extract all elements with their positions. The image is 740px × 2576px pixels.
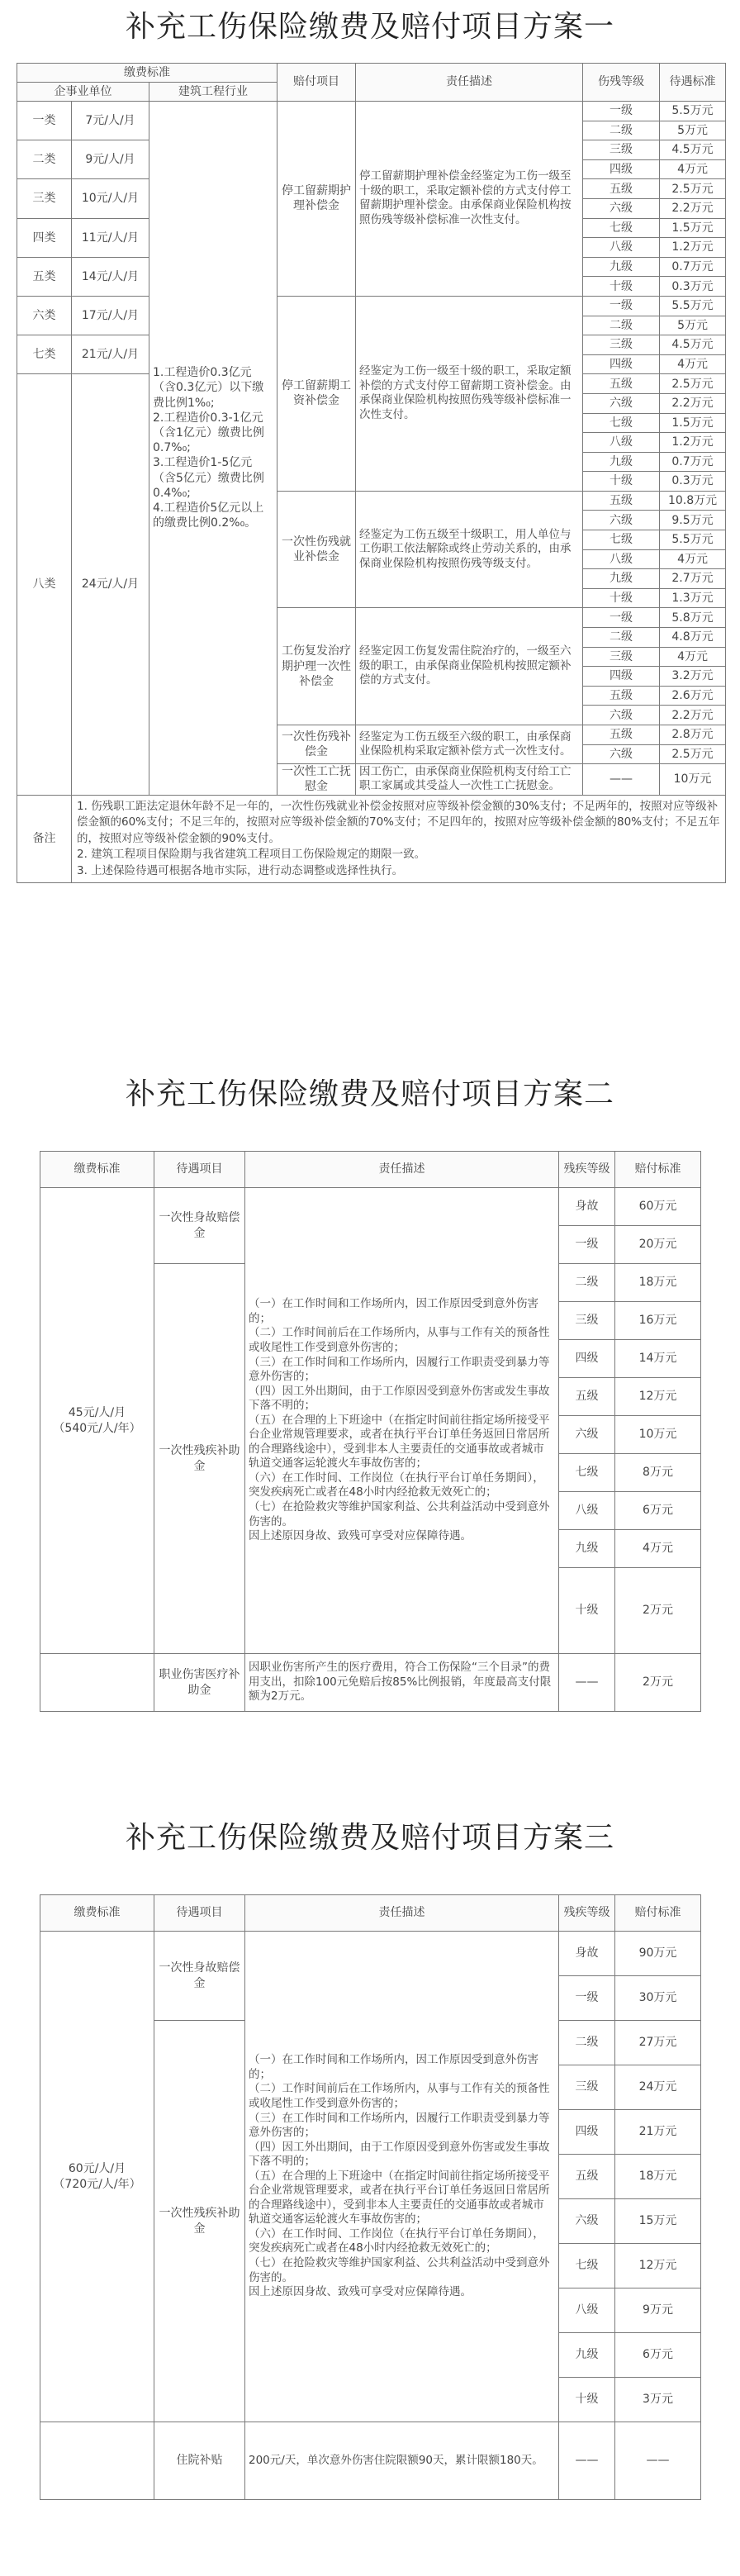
grade-cell: 十级 bbox=[559, 1568, 615, 1654]
fee-value: 45元/人/月 （540元/人/年） bbox=[40, 1188, 154, 1654]
grade-cell: 五级 bbox=[559, 2155, 615, 2199]
class-fee: 10元/人/月 bbox=[72, 179, 149, 218]
grade-cell: 二级 bbox=[583, 316, 660, 335]
grade-cell: 六级 bbox=[583, 706, 660, 725]
notes-label: 备注 bbox=[17, 795, 72, 883]
header-description: 责任描述 bbox=[245, 1895, 559, 1932]
header-grade: 残疾等级 bbox=[559, 1895, 615, 1932]
header-item: 待遇项目 bbox=[154, 1895, 245, 1932]
amount-cell: 0.3万元 bbox=[660, 277, 726, 297]
grade-cell: 七级 bbox=[583, 218, 660, 238]
header-item: 待遇项目 bbox=[154, 1152, 245, 1188]
grade-cell: 八级 bbox=[559, 2288, 615, 2333]
header-construction: 建筑工程行业 bbox=[149, 83, 278, 102]
grade-cell: 一级 bbox=[583, 608, 660, 628]
grade-cell: 八级 bbox=[559, 1492, 615, 1530]
amount-cell: 3.2万元 bbox=[660, 667, 726, 687]
grade-cell: 十级 bbox=[583, 472, 660, 492]
grade-cell: 六级 bbox=[559, 2199, 615, 2244]
hospital-description: 200元/天，单次意外伤害住院限额90天，累计限额180天。 bbox=[245, 2422, 559, 2500]
amount-cell: 5万元 bbox=[660, 316, 726, 335]
grade-cell: 五级 bbox=[583, 491, 660, 511]
plan2-title: 补充工伤保险缴费及赔付项目方案二 bbox=[125, 1077, 614, 1111]
benefit-item-name: 一次性身故赔偿金 bbox=[154, 1932, 245, 2021]
grade-cell: 六级 bbox=[559, 1416, 615, 1454]
amount-cell: 1.5万元 bbox=[660, 218, 726, 238]
benefit-item-description: 停工留薪期护理补偿金经鉴定为工伤一级至十级的职工，采取定额补偿的方式支付停工留薪期护理补偿金。由承保商业保险机构按照伤残等级补偿标准一次性支付。 bbox=[356, 102, 583, 297]
amount-cell: 0.3万元 bbox=[660, 472, 726, 492]
benefit-item-description: 经鉴定为工伤五级至十级职工，用人单位与工伤职工依法解除或终止劳动关系的，由承保商业保险机构按照伤残等级支付。 bbox=[356, 491, 583, 608]
amount-cell: 4万元 bbox=[615, 1530, 701, 1568]
amount-cell: 60万元 bbox=[615, 1188, 701, 1226]
header-grade: 伤残等级 bbox=[583, 64, 660, 102]
grade-cell: 身故 bbox=[559, 1188, 615, 1226]
grade-cell: 四级 bbox=[583, 354, 660, 374]
grade-cell: 八级 bbox=[583, 549, 660, 569]
header-treatment: 待遇标准 bbox=[660, 64, 726, 102]
class-fee: 21元/人/月 bbox=[72, 335, 149, 374]
benefit-item-name: 一次性伤残就业补偿金 bbox=[278, 491, 356, 608]
grade-cell: 七级 bbox=[583, 530, 660, 550]
class-fee: 24元/人/月 bbox=[72, 374, 149, 795]
amount-cell: 2.5万元 bbox=[660, 179, 726, 199]
benefit-item-name: 职业伤害医疗补助金 bbox=[154, 1654, 245, 1712]
benefit-item-name: 一次性残疾补助金 bbox=[154, 2021, 245, 2422]
class-name: 八类 bbox=[17, 374, 72, 795]
amount-cell: 12万元 bbox=[615, 2244, 701, 2288]
amount-cell: 2.8万元 bbox=[660, 725, 726, 745]
grade-cell: 二级 bbox=[583, 121, 660, 140]
grade-cell: 二级 bbox=[559, 2021, 615, 2065]
benefit-item-description: 因工伤亡，由承保商业保险机构支付给工亡职工家属或其受益人一次性工亡抚慰金。 bbox=[356, 764, 583, 795]
grade-cell: 三级 bbox=[583, 647, 660, 667]
amount-cell: 1.5万元 bbox=[660, 413, 726, 433]
grade-cell: —— bbox=[559, 1654, 615, 1712]
grade-cell: —— bbox=[559, 2422, 615, 2500]
benefit-item-name: 停工留薪期工资补偿金 bbox=[278, 296, 356, 491]
grade-cell: 五级 bbox=[583, 725, 660, 745]
amount-cell: 5.5万元 bbox=[660, 102, 726, 121]
grade-cell: 五级 bbox=[583, 179, 660, 199]
grade-cell: 三级 bbox=[559, 2065, 615, 2110]
amount-cell: 1.2万元 bbox=[660, 433, 726, 453]
grade-cell: 十级 bbox=[583, 588, 660, 608]
amount-cell: 9万元 bbox=[615, 2288, 701, 2333]
amount-cell: 90万元 bbox=[615, 1932, 701, 1976]
class-fee: 7元/人/月 bbox=[72, 102, 149, 140]
amount-cell: 12万元 bbox=[615, 1378, 701, 1416]
grade-cell: 三级 bbox=[583, 335, 660, 355]
amount-cell: 18万元 bbox=[615, 1264, 701, 1302]
grade-cell: 六级 bbox=[583, 744, 660, 764]
class-name: 三类 bbox=[17, 179, 72, 218]
amount-cell: 16万元 bbox=[615, 1302, 701, 1340]
amount-cell: 4万元 bbox=[660, 549, 726, 569]
grade-cell: 六级 bbox=[583, 511, 660, 530]
amount-cell: 2万元 bbox=[615, 1654, 701, 1712]
header-description: 责任描述 bbox=[356, 64, 583, 102]
grade-cell: 一级 bbox=[559, 1226, 615, 1264]
grade-cell: 七级 bbox=[583, 413, 660, 433]
header-enterprise: 企事业单位 bbox=[17, 83, 149, 102]
amount-cell: 5.5万元 bbox=[660, 530, 726, 550]
grade-cell: 一级 bbox=[583, 102, 660, 121]
amount-cell: 18万元 bbox=[615, 2155, 701, 2199]
grade-cell: 二级 bbox=[559, 1264, 615, 1302]
header-pay: 赔付标准 bbox=[615, 1152, 701, 1188]
amount-cell: 1.3万元 bbox=[660, 588, 726, 608]
grade-cell: 五级 bbox=[583, 374, 660, 394]
plan1-title: 补充工伤保险缴费及赔付项目方案一 bbox=[125, 10, 614, 44]
grade-cell: 八级 bbox=[583, 238, 660, 258]
grade-cell: 四级 bbox=[583, 667, 660, 687]
amount-cell: 6万元 bbox=[615, 2333, 701, 2378]
grade-cell: 六级 bbox=[583, 198, 660, 218]
grade-cell: 八级 bbox=[583, 433, 660, 453]
header-item: 赔付项目 bbox=[278, 64, 356, 102]
amount-cell: 2万元 bbox=[615, 1568, 701, 1654]
amount-cell: 4.5万元 bbox=[660, 140, 726, 160]
grade-cell: 身故 bbox=[559, 1932, 615, 1976]
amount-cell: 30万元 bbox=[615, 1976, 701, 2021]
amount-cell: 4.5万元 bbox=[660, 335, 726, 355]
benefit-item-name: 一次性工亡抚慰金 bbox=[278, 764, 356, 795]
grade-cell: 七级 bbox=[559, 1454, 615, 1492]
grade-cell: 十级 bbox=[559, 2378, 615, 2422]
amount-cell: 8万元 bbox=[615, 1454, 701, 1492]
grade-cell: 一级 bbox=[583, 296, 660, 316]
amount-cell: 10.8万元 bbox=[660, 491, 726, 511]
grade-cell: 九级 bbox=[559, 1530, 615, 1568]
grade-cell: 二级 bbox=[583, 628, 660, 648]
amount-cell: 5万元 bbox=[660, 121, 726, 140]
plan3-title: 补充工伤保险缴费及赔付项目方案三 bbox=[125, 1821, 614, 1855]
medical-description: 因职业伤害所产生的医疗费用，符合工伤保险“三个目录”的费用支出，扣除100元免赔后按85%比例报销，年度最高支付限额为2万元。 bbox=[245, 1654, 559, 1712]
construction-fee-text: 1.工程造价0.3亿元（含0.3亿元）以下缴费比例1%₀; 2.工程造价0.3-1亿元（含1亿元）缴费比例0.7%₀; 3.工程造价1-5亿元（含5亿元）缴费比例0.4%₀; 4.工程造价5亿元以上的缴费比例0.2%₀。 bbox=[149, 102, 278, 796]
class-fee: 9元/人/月 bbox=[72, 140, 149, 179]
grade-cell: 九级 bbox=[583, 569, 660, 589]
benefit-item-name: 一次性残疾补助金 bbox=[154, 1264, 245, 1654]
amount-cell: 2.6万元 bbox=[660, 686, 726, 706]
amount-cell: 27万元 bbox=[615, 2021, 701, 2065]
amount-cell: 14万元 bbox=[615, 1340, 701, 1378]
grade-cell: 五级 bbox=[559, 1378, 615, 1416]
class-name: 六类 bbox=[17, 296, 72, 335]
class-fee: 14元/人/月 bbox=[72, 257, 149, 296]
amount-cell: 9.5万元 bbox=[660, 511, 726, 530]
class-name: 二类 bbox=[17, 140, 72, 179]
amount-cell: 4万元 bbox=[660, 159, 726, 179]
amount-cell: 4万元 bbox=[660, 647, 726, 667]
benefit-description: （一）在工作时间和工作场所内，因工作原因受到意外伤害的； （二）工作时间前后在工作场所内，从事与工作有关的预备性或收尾性工作受到意外伤害的； （三）在工作时间和工作场所内，因履行工作职责受到暴力等意外伤害的； （四）因工外出期间，由于工作原因受到意外伤害或发生事故下落不明的； （五）在合理的上下班途中（在指定时间前往指定场所接受平台企业常规管理要求，或者在执行平台订单任务返回日常居所的合理路线途中），受到非本人主要责任的交通事故或者城市轨道交通客运轮渡火车事故伤害的； （六）在工作时间、工作岗位（在执行平台订单任务期间），突发疾病死亡或者在48小时内经抢救无效死亡的； （七）在抢险救灾等维护国家利益、公共利益活动中受到意外伤害的。 因上述原因身故、致残可享受对应保障待遇。 bbox=[245, 1932, 559, 2422]
grade-cell: 九级 bbox=[583, 257, 660, 277]
grade-cell: 九级 bbox=[559, 2333, 615, 2378]
amount-cell: 2.7万元 bbox=[660, 569, 726, 589]
amount-cell: 0.7万元 bbox=[660, 257, 726, 277]
benefit-item-name: 一次性伤残补偿金 bbox=[278, 725, 356, 764]
header-fee: 缴费标准 bbox=[40, 1895, 154, 1932]
amount-cell: 3万元 bbox=[615, 2378, 701, 2422]
amount-cell: 2.5万元 bbox=[660, 374, 726, 394]
amount-cell: 2.5万元 bbox=[660, 744, 726, 764]
amount-cell: 2.2万元 bbox=[660, 393, 726, 413]
grade-cell: 三级 bbox=[559, 1302, 615, 1340]
grade-cell: 一级 bbox=[559, 1976, 615, 2021]
notes-text: 1. 伤残职工距法定退休年龄不足一年的，一次性伤残就业补偿金按照对应等级补偿金额的30%支付；不足两年的，按照对应等级补偿金额的60%支付；不足三年的，按照对应等级补偿金额的70%支付；不足四年的，按照对应等级补偿金额的80%支付；不足五年的，按照对应等级补偿金额的90%支付。 2. 建筑工程项目保险期与我省建筑工程项目工伤保险规定的期限一致。 3. 上述保险待遇可根据各地市实际，进行动态调整或选择性执行。 bbox=[72, 795, 726, 883]
amount-cell: 10万元 bbox=[660, 764, 726, 795]
amount-cell: 5.5万元 bbox=[660, 296, 726, 316]
benefit-item-description: 经鉴定为工伤五级至六级的职工，由承保商业保险机构采取定额补偿方式一次性支付。 bbox=[356, 725, 583, 764]
class-name: 四类 bbox=[17, 218, 72, 257]
grade-cell: 六级 bbox=[583, 393, 660, 413]
grade-cell: 七级 bbox=[559, 2244, 615, 2288]
amount-cell: 15万元 bbox=[615, 2199, 701, 2244]
benefit-item-description: 经鉴定为工伤一级至十级的职工，采取定额补偿的方式支付停工留薪期工资补偿金。由承保商业保险机构按照伤残等级补偿标准一次性支付。 bbox=[356, 296, 583, 491]
empty-fee-cell bbox=[40, 1654, 154, 1712]
amount-cell: 6万元 bbox=[615, 1492, 701, 1530]
amount-cell: 0.7万元 bbox=[660, 452, 726, 472]
class-name: 七类 bbox=[17, 335, 72, 374]
class-name: 五类 bbox=[17, 257, 72, 296]
benefit-item-name: 工伤复发治疗期护理一次性补偿金 bbox=[278, 608, 356, 725]
benefit-item-name: 住院补贴 bbox=[154, 2422, 245, 2500]
benefit-item-description: 经鉴定因工伤复发需住院治疗的，一级至六级的职工，由承保商业保险机构按照定额补偿的方式支付。 bbox=[356, 608, 583, 725]
class-name: 一类 bbox=[17, 102, 72, 140]
header-fee-standard: 缴费标准 bbox=[17, 64, 278, 83]
amount-cell: —— bbox=[615, 2422, 701, 2500]
benefit-description: （一）在工作时间和工作场所内，因工作原因受到意外伤害的； （二）工作时间前后在工作场所内，从事与工作有关的预备性或收尾性工作受到意外伤害的； （三）在工作时间和工作场所内，因履行工作职责受到暴力等意外伤害的； （四）因工外出期间，由于工作原因受到意外伤害或发生事故下落不明的； （五）在合理的上下班途中（在指定时间前往指定场所接受平台企业常规管理要求，或者在执行平台订单任务返回日常居所的合理路线途中），受到非本人主要责任的交通事故或者城市轨道交通客运轮渡火车事故伤害的； （六）在工作时间、工作岗位（在执行平台订单任务期间），突发疾病死亡或者在48小时内经抢救无效死亡的； （七）在抢险救灾等维护国家利益、公共利益活动中受到意外伤害的。 因上述原因身故、致残可享受对应保障待遇。 bbox=[245, 1188, 559, 1654]
amount-cell: 21万元 bbox=[615, 2110, 701, 2155]
header-fee: 缴费标准 bbox=[40, 1152, 154, 1188]
benefit-item-name: 停工留薪期护理补偿金 bbox=[278, 102, 356, 297]
plan3-table bbox=[40, 1894, 701, 2500]
amount-cell: 4.8万元 bbox=[660, 628, 726, 648]
amount-cell: 20万元 bbox=[615, 1226, 701, 1264]
class-fee: 11元/人/月 bbox=[72, 218, 149, 257]
grade-cell: 四级 bbox=[559, 2110, 615, 2155]
amount-cell: 2.2万元 bbox=[660, 198, 726, 218]
amount-cell: 10万元 bbox=[615, 1416, 701, 1454]
grade-cell: —— bbox=[583, 764, 660, 795]
grade-cell: 三级 bbox=[583, 140, 660, 160]
grade-cell: 四级 bbox=[559, 1340, 615, 1378]
fee-value: 60元/人/月 （720元/人/年） bbox=[40, 1932, 154, 2422]
plan1-table bbox=[17, 63, 726, 883]
grade-cell: 九级 bbox=[583, 452, 660, 472]
grade-cell: 十级 bbox=[583, 277, 660, 297]
plan2-table bbox=[40, 1151, 701, 1712]
empty-fee-cell bbox=[40, 2422, 154, 2500]
amount-cell: 5.8万元 bbox=[660, 608, 726, 628]
class-fee: 17元/人/月 bbox=[72, 296, 149, 335]
header-description: 责任描述 bbox=[245, 1152, 559, 1188]
amount-cell: 24万元 bbox=[615, 2065, 701, 2110]
header-grade: 残疾等级 bbox=[559, 1152, 615, 1188]
benefit-item-name: 一次性身故赔偿金 bbox=[154, 1188, 245, 1264]
amount-cell: 2.2万元 bbox=[660, 706, 726, 725]
grade-cell: 四级 bbox=[583, 159, 660, 179]
amount-cell: 4万元 bbox=[660, 354, 726, 374]
grade-cell: 五级 bbox=[583, 686, 660, 706]
amount-cell: 1.2万元 bbox=[660, 238, 726, 258]
header-pay: 赔付标准 bbox=[615, 1895, 701, 1932]
